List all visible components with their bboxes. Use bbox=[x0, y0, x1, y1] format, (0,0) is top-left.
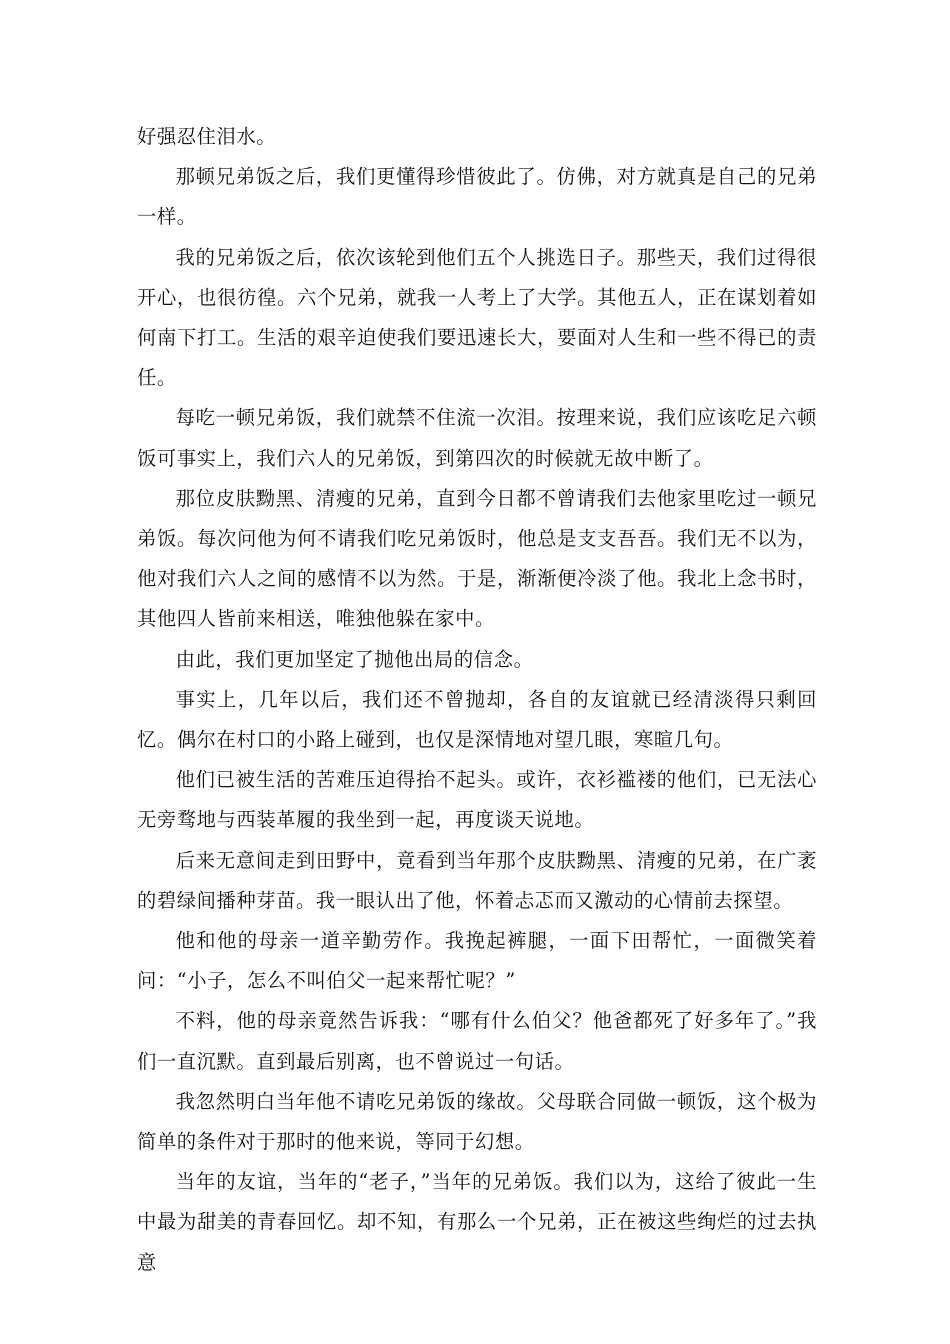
paragraph-7: 事实上，几年以后，我们还不曾抛却，各自的友谊就已经清淡得只剩回忆。偶尔在村口的小路上碰到，也仅是深情地对望几眼，寒暄几句。 bbox=[137, 687, 817, 752]
paragraph-5: 那位皮肤黝黑、清瘦的兄弟，直到今日都不曾请我们去他家里吃过一顿兄弟饭。每次问他为何不请我们吃兄弟饭时，他总是支支吾吾。我们无不以为，他对我们六人之间的感情不以为然。于是，渐渐便冷淡了他。我北上念书时，其他四人皆前来相送，唯独他躲在家中。 bbox=[137, 486, 817, 631]
paragraph-6: 由此，我们更加坚定了抛他出局的信念。 bbox=[175, 647, 534, 671]
paragraph-3: 我的兄弟饭之后，依次该轮到他们五个人挑选日子。那些天，我们过得很开心，也很彷徨。六个兄弟，就我一人考上了大学。其他五人，正在谋划着如何南下打工。生活的艰辛迫使我们要迅速长大，要面对人生和一些不得已的责任。 bbox=[137, 245, 817, 390]
paragraph-8: 他们已被生活的苦难压迫得抬不起头。或许，衣衫褴褛的他们，已无法心无旁骛地与西装革履的我坐到一起，再度谈天说地。 bbox=[137, 768, 817, 832]
document-body bbox=[137, 117, 817, 1283]
paragraph-4: 每吃一顿兄弟饭，我们就禁不住流一次泪。按理来说，我们应该吃足六顿饭可事实上，我们六人的兄弟饭，到第四次的时候就无故中断了。 bbox=[137, 406, 817, 470]
paragraph-9: 后来无意间走到田野中，竟看到当年那个皮肤黝黑、清瘦的兄弟，在广袤的碧绿间播种芽苗。我一眼认出了他，怀着忐忑而又激动的心情前去探望。 bbox=[137, 848, 817, 912]
paragraph-10: 他和他的母亲一道辛勤劳作。我挽起裤腿，一面下田帮忙，一面微笑着问：“小子，怎么不叫伯父一起来帮忙呢？” bbox=[137, 929, 817, 993]
paragraph-2: 那顿兄弟饭之后，我们更懂得珍惜彼此了。仿佛，对方就真是自己的兄弟一样。 bbox=[137, 165, 817, 229]
paragraph-11: 不料，他的母亲竟然告诉我：“哪有什么伯父？他爸都死了好多年了。”我们一直沉默。直到最后别离，也不曾说过一句话。 bbox=[137, 1009, 817, 1073]
paragraph-1: 好强忍住泪水。 bbox=[137, 125, 277, 148]
paragraph-12: 我忽然明白当年他不请吃兄弟饭的缘故。父母联合同做一顿饭，这个极为简单的条件对于那时的他来说，等同于幻想。 bbox=[137, 1089, 817, 1154]
paragraph-13: 当年的友谊，当年的“老子，”当年的兄弟饭。我们以为，这给了彼此一生中最为甜美的青春回忆。却不知，有那么一个兄弟，正在被这些绚烂的过去执意 bbox=[137, 1170, 817, 1274]
